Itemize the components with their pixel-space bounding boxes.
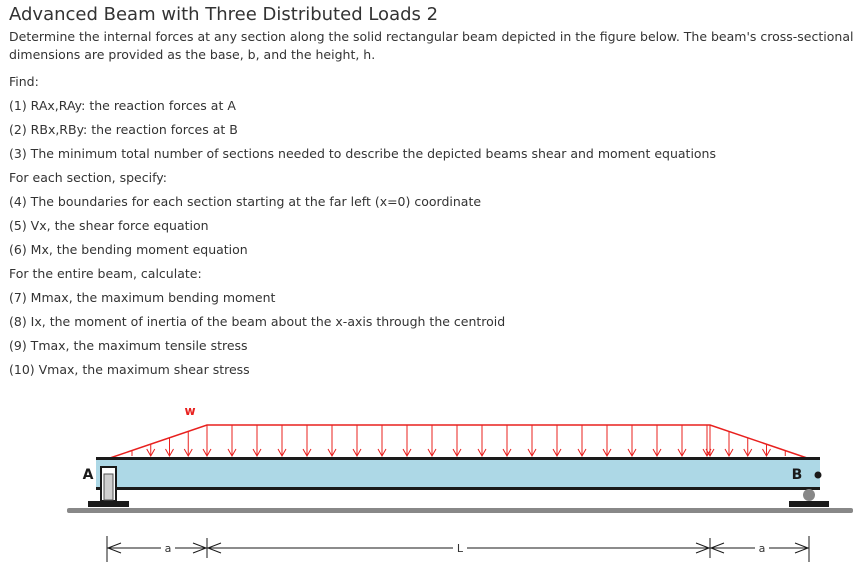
support-b-label: B: [791, 467, 803, 483]
find-label: Find:: [9, 74, 39, 89]
beam-diagram: [0, 390, 866, 583]
pin-bar: [104, 474, 113, 500]
question-item-3: (3) The minimum total number of sections needed to describe the depicted beams shear and moment equations: [9, 146, 716, 161]
question-item-8: (8) Ix, the moment of inertia of the beam about the x-axis through the centroid: [9, 314, 506, 329]
question-item-10: (10) Vmax, the maximum shear stress: [9, 362, 250, 377]
dim-left-label: a: [164, 542, 172, 555]
roller-wheel: [803, 489, 815, 501]
problem-intro: Determine the internal forces at any section along the solid rectangular beam depicted in the figure below. The beam's cross-sectional dimensions are provided as the base, b, and the height, h.: [9, 29, 854, 62]
question-item-4: (4) The boundaries for each section starting at the far left (x=0) coordinate: [9, 194, 482, 209]
ground-line: [67, 508, 853, 513]
dim-middle-label: L: [456, 542, 464, 555]
beam-label: For the entire beam, calculate:: [9, 266, 202, 281]
pin-pad: [88, 501, 129, 507]
question-item-9: (9) Tmax, the maximum tensile stress: [9, 338, 248, 353]
support-b-dot: [815, 472, 822, 479]
beam-bottom-edge: [96, 487, 820, 490]
section-label: For each section, specify:: [9, 170, 167, 185]
question-item-2: (2) RBx,RBy: the reaction forces at B: [9, 122, 238, 137]
problem-statement: [9, 2, 859, 382]
problem-title: Advanced Beam with Three Distributed Loads 2: [9, 4, 439, 25]
roller-pad: [789, 501, 829, 507]
support-a-label: A: [82, 467, 94, 483]
beam-top-edge: [96, 457, 820, 460]
question-item-7: (7) Mmax, the maximum bending moment: [9, 290, 276, 305]
distributed-load: [107, 404, 810, 459]
load-label: w: [184, 404, 196, 418]
dim-right-label: a: [758, 542, 766, 555]
question-item-5: (5) Vx, the shear force equation: [9, 218, 209, 233]
load-arrows: [132, 425, 785, 456]
beam-body: [96, 460, 820, 488]
beam-figure: [0, 390, 866, 583]
question-item-1: (1) RAx,RAy: the reaction forces at A: [9, 98, 236, 113]
question-item-6: (6) Mx, the bending moment equation: [9, 242, 248, 257]
beam: [96, 457, 820, 490]
